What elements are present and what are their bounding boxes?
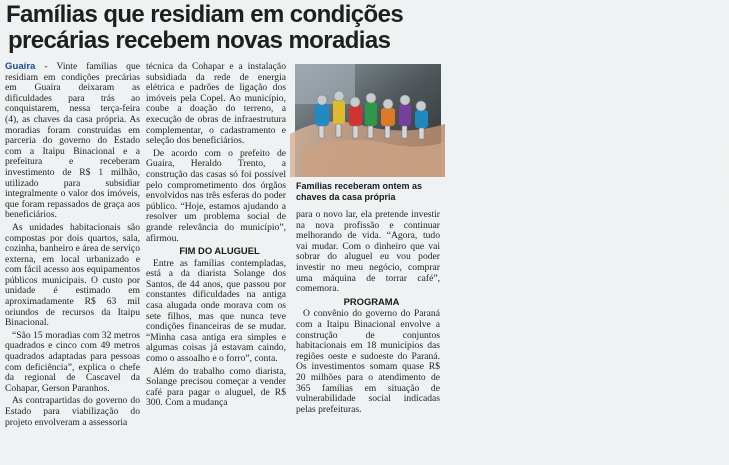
paragraph: O convênio do governo do Paraná com a Itaipu Binacional envolve a construção de conjuntos habitacionais em 18 municípios das regiões oeste e sudoeste do Paraná. Os investimentos somam quase R$ 20 milhões para o atendimento de 365 famílias em situação de vulnerabilidade social indicadas pelas prefeituras. [296, 308, 440, 415]
article-column-1 [5, 62, 140, 430]
paragraph: Além do trabalho como diarista, Solange precisou começar a vender café para pagar o aluguel, de R$ 300. Com a mudança [146, 365, 286, 409]
paragraph: De acordo com o prefeito de Guaíra, Heraldo Trento, a construção das casas só foi possível pelo comprometimento dos órgãos envolvidos nas três esferas do poder público. “Hoje, estamos ajudando a resolver um problema social de grande relevância do município”, afirmou. [146, 147, 286, 244]
paragraph [5, 62, 140, 221]
photo-caption: Famílias receberam ontem as chaves da casa própria [296, 181, 423, 202]
subheading-fim-do-aluguel: FIM DO ALUGUEL [179, 245, 260, 257]
paragraph: As contrapartidas do governo do Estado para viabilização do projeto envolveram a assessoria [5, 395, 140, 428]
paragraph: “São 15 moradias com 32 metros quadrados e cinco com 49 metros quadrados adaptadas para pessoas com deficiência”, explica o chefe da regional de Cascavel da Cohapar, Gerson Paranhos. [5, 329, 140, 394]
subheading-programa: PROGRAMA [343, 295, 400, 307]
paragraph: Entre as famílias contempladas, está a da diarista Solange dos Santos, de 44 anos, que passou por constantes dificuldades na antiga casa alugada onde morava com os sete filhos, mas que nunca teve condições financeiras de se mudar. “Minha casa antiga era simples e algumas coisas já estavam caindo, como o assoalho e o forro”, conta. [146, 257, 286, 365]
dateline: Guaíra [5, 61, 36, 72]
paragraph: As unidades habitacionais são compostas por dois quartos, sala, cozinha, banheiro e área de serviço externa, em local urbanizado e com fácil acesso aos equipamentos públicos municipais. O custo por unidade é estimado em aproximadamente R$ 63 mil oriundos de recursos da Itaipu Binacional. [5, 221, 140, 329]
paragraph: para o novo lar, ela pretende investir na nova profissão e continuar melhorando de vida. “Agora, tudo vai mudar. Com o dinheiro que vai sobrar do aluguel eu vou poder investir no meu negócio, comprar uma máquina de torrar café”, comemora. [296, 209, 440, 295]
photo-credit: PREFEITURA DE GUAÍRA [723, 144, 729, 205]
paragraph-text: - Vinte famílias que residiam em condições precárias em Guaíra deixaram as dificuldades para trás ao conquistarem, nessa terça-feira (4), as chaves da casa própria. As moradias foram construídas em parceria do governo do Estado com a Itaipu Binacional e a prefeitura e receberam investimento de R$ 1 milhão, utilizado para subsidiar integralmente o valor dos imóveis, que foram repassados de graça aos beneficiários. [5, 61, 140, 221]
headline [6, 2, 440, 54]
photo-keys-illustration [295, 64, 441, 177]
article-column-2 [146, 62, 286, 411]
article-column-3 [296, 210, 440, 417]
paragraph: técnica da Cohapar e a instalação subsidiada da rede de energia elétrica e padrões de ligação dos imóveis pela Copel. Ao município, coube a doação do terreno, a execução de obras de infraestrutura complementar, o cadastramento e seleção dos beneficiários. [146, 61, 286, 147]
headline-line-1: Famílias que residiam em condições [6, 1, 404, 28]
headline-line-2: precárias recebem novas moradias [8, 27, 391, 54]
